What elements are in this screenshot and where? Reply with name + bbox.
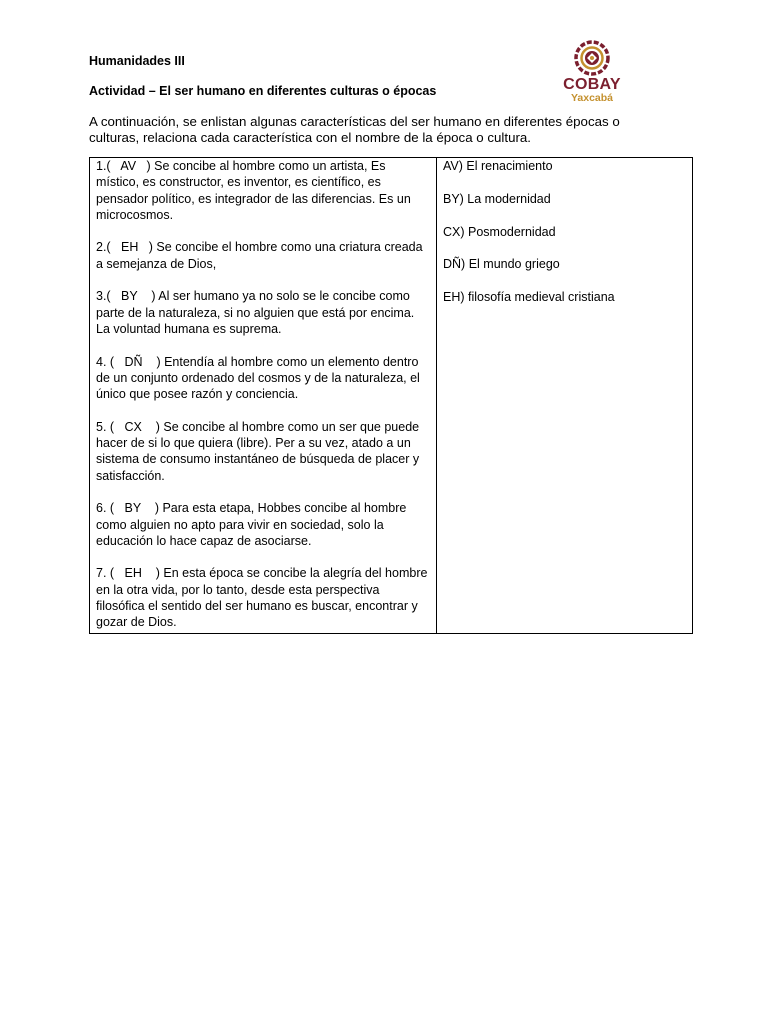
option-filosofia-medieval: EH) filosofía medieval cristiana — [443, 290, 615, 305]
matching-table — [89, 157, 693, 634]
list-item: 3.( BY ) Al ser humano ya no solo se le concibe como parte de la naturaleza, si no alguien que está por encima. La voluntad humana es suprema. — [96, 289, 415, 336]
options-column — [443, 158, 688, 305]
answer-field[interactable]: BY — [110, 289, 152, 304]
document-subject: Humanidades III — [89, 54, 185, 68]
column-divider — [436, 158, 437, 633]
logo-subname: Yaxcabá — [570, 92, 614, 104]
option-posmodernidad: CX) Posmodernidad — [443, 224, 556, 239]
option-modernidad: BY) La modernidad — [443, 191, 551, 206]
option-renacimiento: AV) El renacimiento — [443, 159, 553, 173]
list-item: 7. ( EH ) En esta época se concibe la alegría del hombre en la otra vida, por lo tanto, desde esta perspectiva filosófica el sentido del ser humano es buscar, encontrar y gozar de Dios. — [96, 566, 428, 630]
answer-field[interactable]: EH — [110, 240, 149, 255]
list-item: 2.( EH ) Se concibe el hombre como una criatura creada a semejanza de Dios, — [96, 240, 423, 271]
intro-paragraph: A continuación, se enlistan algunas características del ser humano en diferentes épocas o culturas, relaciona cada característica con el nombre de la época o cultura. — [89, 114, 620, 145]
answer-field[interactable]: EH — [114, 566, 156, 581]
answer-field[interactable]: BY — [114, 501, 155, 516]
characteristics-column — [96, 158, 428, 631]
cobay-logo — [560, 40, 624, 110]
option-mundo-griego: DÑ) El mundo griego — [443, 257, 560, 272]
list-item: 5. ( CX ) Se concibe al hombre como un ser que puede hacer de si lo que quiera (libre). Per a su vez, atado a un sistema de consumo instantáneo de búsqueda de placer y satisfacción. — [96, 419, 420, 483]
cobay-emblem-icon — [574, 40, 610, 76]
activity-title: Actividad – El ser humano en diferentes culturas o épocas — [89, 84, 437, 98]
logo-name: COBAY — [563, 76, 621, 93]
list-item: 1.( AV ) Se concibe al hombre como un artista, Es místico, es constructor, es inventor, es científico, es pensador político, es integrador de las diferencias. Es un microcosmos. — [96, 159, 411, 222]
answer-field[interactable]: DÑ — [114, 354, 157, 369]
answer-field[interactable]: AV — [110, 159, 147, 173]
list-item: 4. ( DÑ ) Entendía al hombre como un elemento dentro de un conjunto ordenado del cosmos y de la naturaleza, el único que posee razón y conciencia. — [96, 354, 420, 402]
answer-field[interactable]: CX — [114, 419, 156, 434]
list-item: 6. ( BY ) Para esta etapa, Hobbes concibe al hombre como alguien no apto para vivir en sociedad, solo la educación lo hace capaz de asociarse. — [96, 501, 407, 548]
